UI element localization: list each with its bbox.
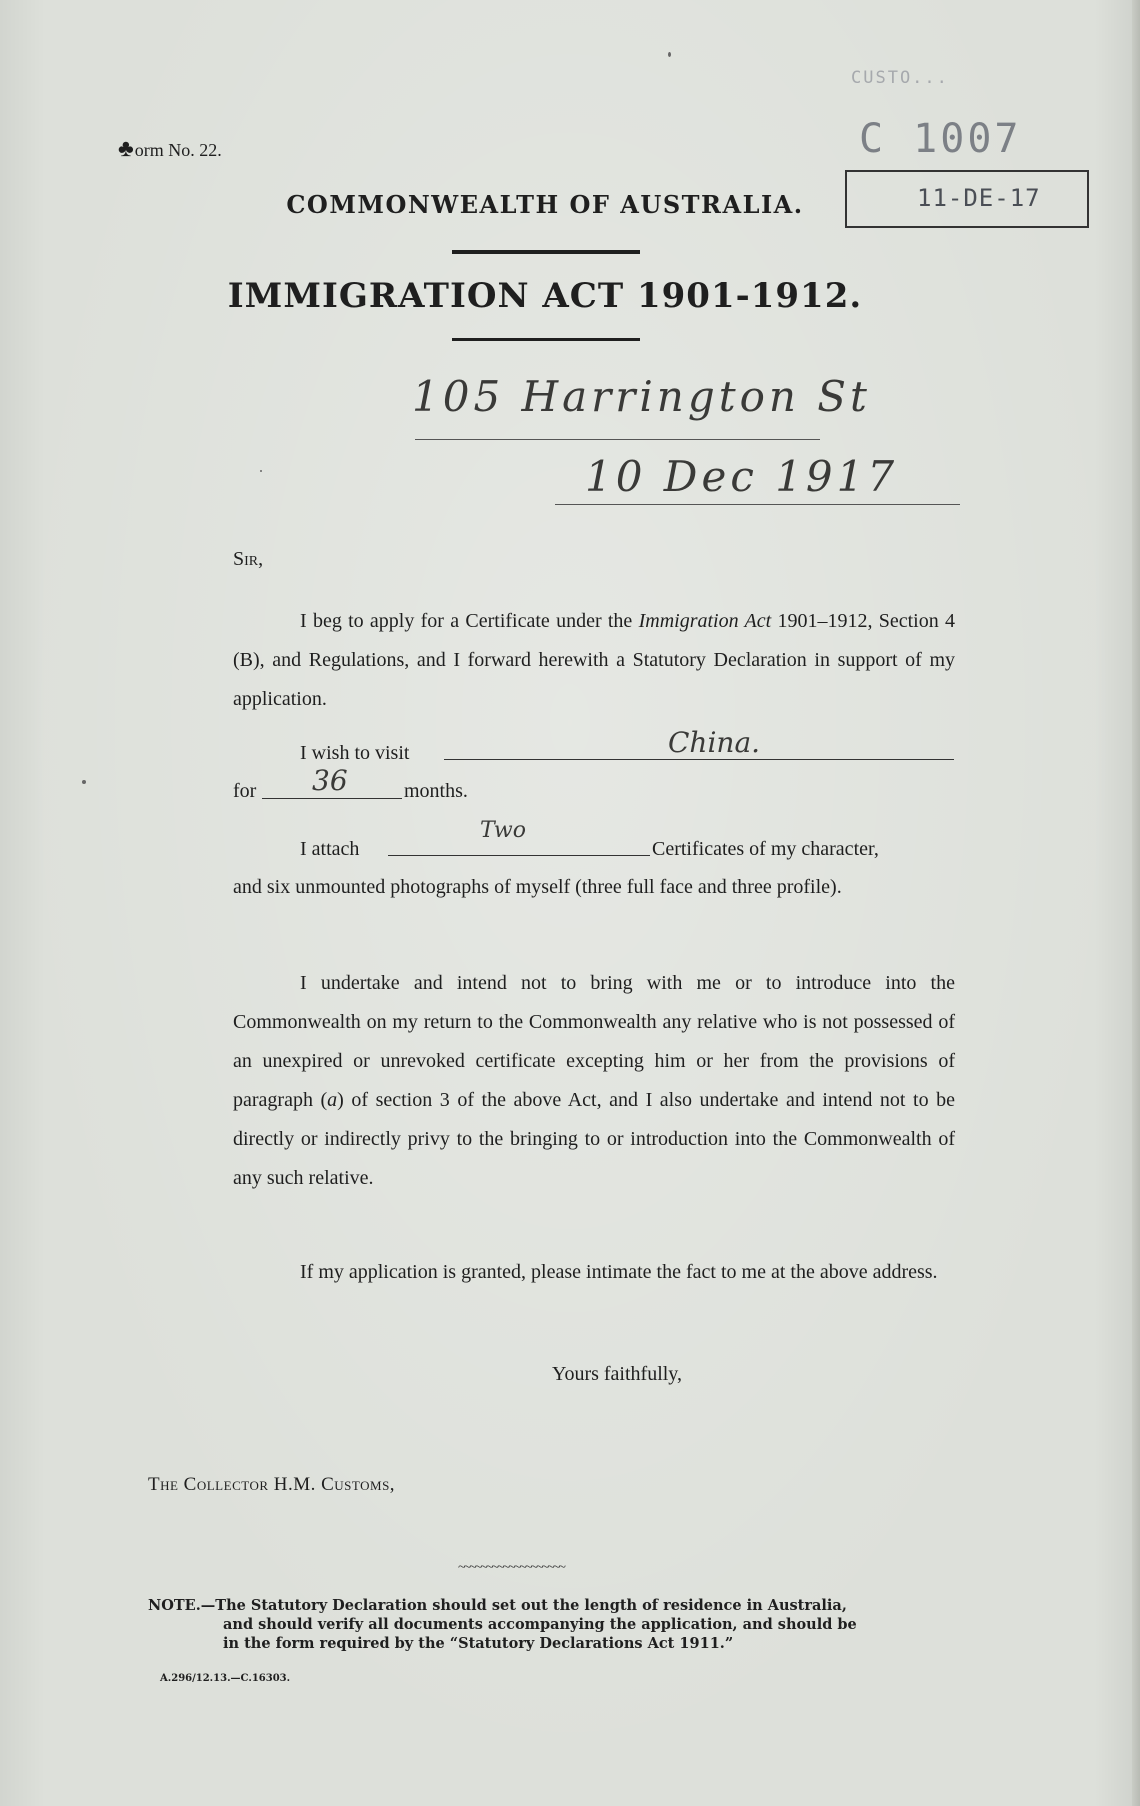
handwritten-address: 105 Harrington St: [412, 372, 871, 421]
form-mark-glyph: ♣: [118, 136, 134, 162]
form-number-text: orm No. 22.: [134, 140, 222, 160]
undertake-text-a: I undertake and intend not to bring with me or to introduce into the Commonwealth on my return to the Commonwealth any relative who is not possessed of an unexpired or unrevoked certificate excepting him or her from the provisions of paragraph (: [233, 972, 955, 1111]
country-heading: COMMONWEALTH OF AUSTRALIA.: [286, 190, 804, 219]
undertaking-paragraph: [233, 964, 955, 1198]
printer-reference: A.296/12.13.—C.16303.: [160, 1673, 291, 1684]
for-label: for: [233, 780, 257, 802]
stamp-date: 11-DE-17: [917, 184, 1041, 212]
attach-blank: [388, 855, 650, 856]
stamp-number: C 1007: [859, 116, 1022, 162]
granted-paragraph: If my application is granted, please intimate the fact to me at the above address.: [300, 1261, 938, 1283]
heading-rule-top: [452, 250, 640, 254]
visit-label: I wish to visit: [300, 742, 410, 764]
undertake-paragraph-letter: a: [327, 1089, 338, 1111]
handwritten-certificates: Two: [480, 818, 526, 843]
attach-rest: Certificates of my character,: [652, 838, 879, 860]
undertake-text-b: ) of section 3 of the above Act, and I also undertake and intend not to be directly or indirectly privy to the bringing to or introduction into the Commonwealth of any such relative.: [233, 1089, 955, 1189]
salutation: Sir,: [233, 548, 264, 570]
months-label: months.: [404, 780, 468, 802]
date-line: [555, 504, 960, 505]
form-number: [118, 136, 222, 163]
para1-text-b: 1901–1912, Section 4 (B), and Regulations, and I forward herewith a Statutory Declaration in support of my application.: [233, 610, 955, 710]
note-line-3: in the form required by the “Statutory Declarations Act 1911.”: [223, 1635, 734, 1652]
addressee: The Collector H.M. Customs,: [148, 1474, 396, 1495]
act-heading: IMMIGRATION ACT 1901-1912.: [227, 276, 863, 316]
handwritten-months: 36: [312, 764, 348, 797]
attach-label: I attach: [300, 838, 360, 860]
para1-text-a: I beg to apply for a Certificate under the: [300, 610, 639, 632]
application-paragraph: [233, 602, 955, 719]
handwritten-date: 10 Dec 1917: [585, 452, 899, 501]
para1-act-name: Immigration Act: [638, 610, 772, 632]
heading-rule-bottom: [452, 338, 640, 341]
note-line-1: NOTE.—The Statutory Declaration should set out the length of residence in Australia,: [148, 1597, 847, 1614]
paper-edge: [1132, 0, 1140, 1806]
handwritten-destination: China.: [668, 726, 761, 759]
months-blank: [262, 798, 402, 799]
visit-blank: [444, 759, 954, 760]
note-line-2: and should verify all documents accompanying the application, and should be: [223, 1616, 857, 1633]
paper-speck: [668, 52, 671, 57]
paper-speck: [82, 780, 86, 784]
photographs-paragraph: and six unmounted photographs of myself (three full face and three profile).: [233, 876, 842, 898]
address-line: [415, 439, 820, 440]
closing: Yours faithfully,: [552, 1363, 683, 1385]
stamp-faded-text: CUSTO...: [851, 68, 949, 88]
paper-speck: [260, 470, 262, 472]
ornament-rule: ~~~~~~~~~~~~~~~~~~~: [458, 1560, 564, 1575]
statutory-note: [148, 1596, 958, 1653]
